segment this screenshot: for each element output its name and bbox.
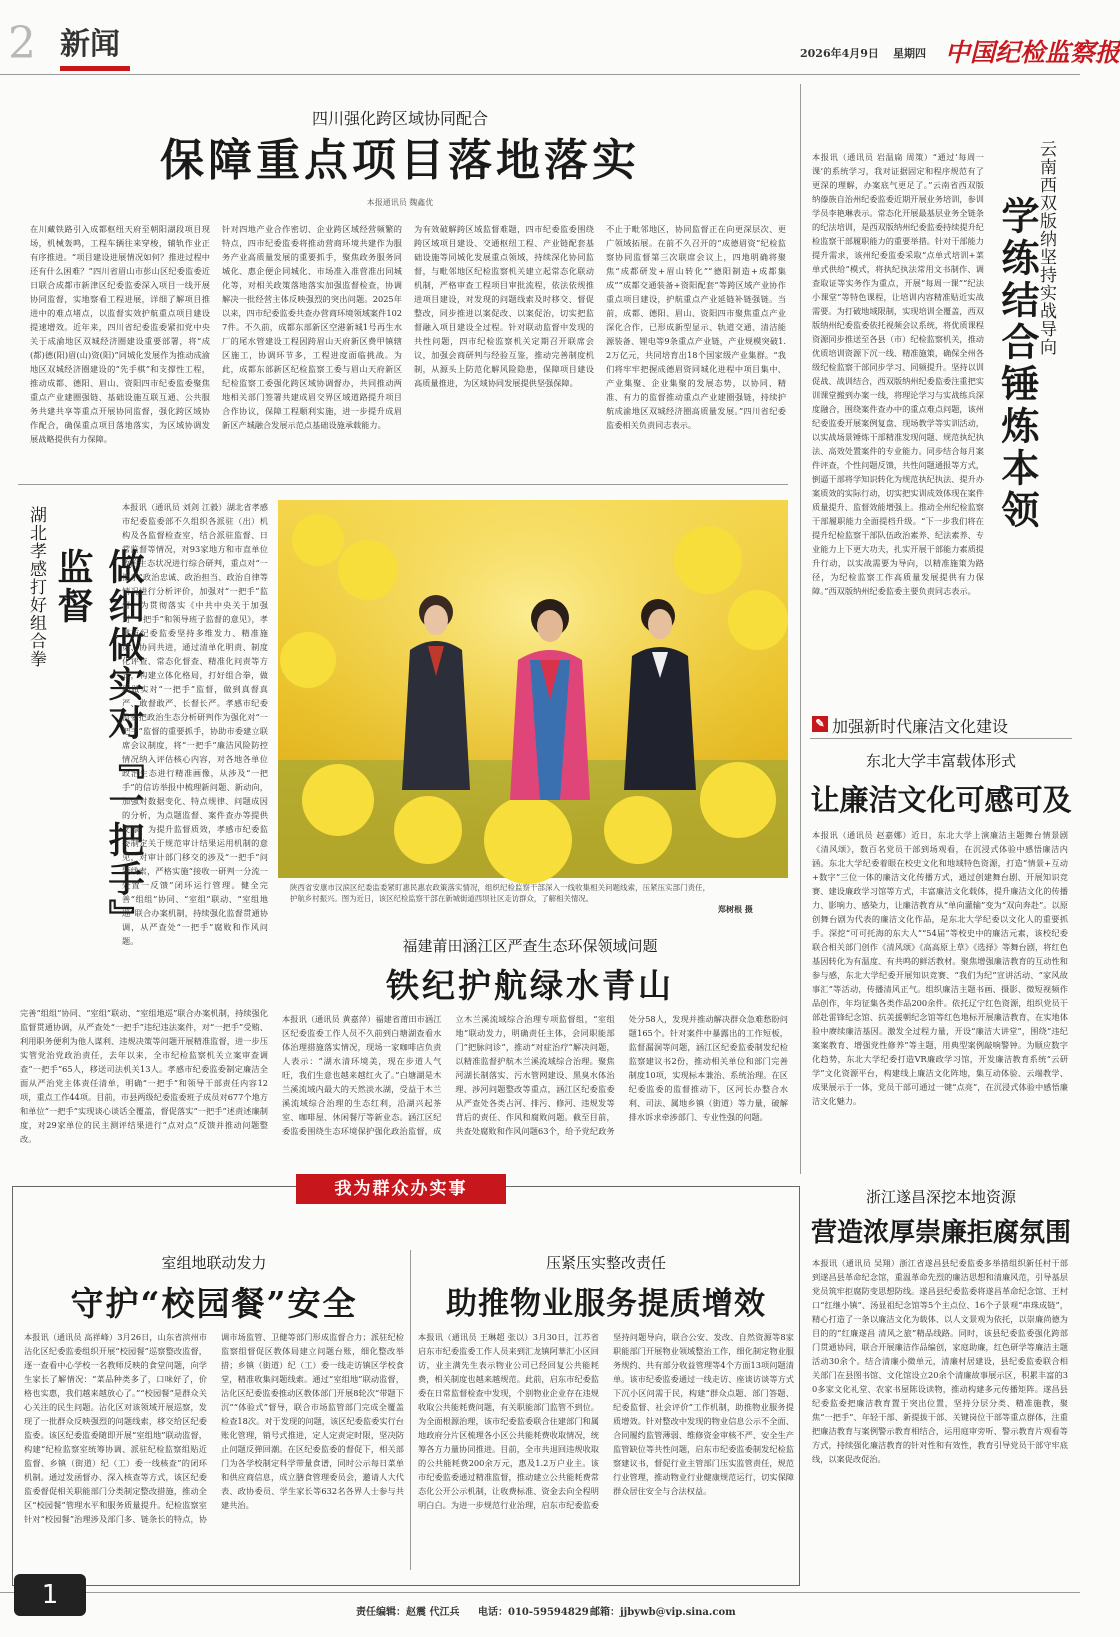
northeast-kicker: 东北大学丰富载体形式 xyxy=(865,752,1016,770)
masthead: 中国纪检监察报 xyxy=(945,38,1120,67)
northeast-headline: 让廉洁文化可感可及 xyxy=(810,783,1072,817)
photo-credit: 郑树根 摄 xyxy=(718,904,753,914)
northeast-body: 本报讯（通讯员 赵嘉娜）近日，东北大学上演廉洁主题舞台情景剧《清风颂》，数百名党员干部到场观看，在沉浸式体验中感悟廉洁内涵。东北大学纪委着眼在校史文化和地域特色资源，打造“情景+互动+数字”三位一体的廉洁文化传播方式，通过创建舞台剧、开展知识竞赛、建设廉政学习馆等方式，丰富廉洁文化载体，提升廉洁文化的传播力、影响力、感染力，让廉洁教育从“单向灌输”变为“双向奔赴”。以原创舞台剧为代表的廉洁文化作品，是东北大学纪委以文化人的重要抓手。深挖“可可托海的东大人”“54届”等校史中的廉洁元素，该校纪委联合相关部门创作《清风颂》《高高原上草》《选择》等舞台剧，将红色基因转化为有温度、有共鸣的鲜活教材。聚焦增强廉洁教育的互动性和参与感，东北大学纪委开展知识竞赛、“我们为纪”宣讲活动、“家风故事汇”等活动，传播清风正气。组织廉洁主题书画、摄影、微短视频作品创作，年均征集各类作品200余件。依托辽宁红色资源，组织党员干部赴雷锋纪念馆、抗美援朝纪念馆等红色地标开展廉洁教育，在实地体验中赓续廉洁基因。激发全过程力量，开设“廉洁大讲堂”，围绕“违纪案案教育、增强党性修养”等主题，用典型案例敲响警钟。为顺应数字化趋势，东北大学纪委打造VR廉政学习馆，开发廉洁教育系统“云研学”文化资源平台，构建线上廉洁文化阵地，集互动体验、云端教学、成果展示于一体，党员干部可通过一键“点亮”，在沉浸式体验中感悟廉洁文化魅力。 xyxy=(812,830,1068,1106)
footer-email: 邮箱：jjbywb@vip.sina.com xyxy=(590,1607,736,1618)
right-story-kicker: 云南西双版纳坚持实战导向 xyxy=(1036,140,1056,356)
zhejiang-kicker: 浙江遂昌深挖本地资源 xyxy=(865,1188,1016,1206)
lead-kicker: 四川强化跨区域协同配合 xyxy=(311,109,488,128)
fujian-kicker: 福建莆田涵江区严查生态环保领域问题 xyxy=(402,937,658,955)
lead-headline: 保障重点项目落地落实 xyxy=(160,135,640,186)
lead-column: 针对四地产业合作密切、企业跨区域经营频繁的特点，四市纪委监委将推动营商环境共建作为服务产业高质量发展的重要抓手，聚焦政务服务同城化、惠企便企同城化、市场准入准营准出同城化等，对相关政策落地落实加强监督检查，协调解决一批经营主体反映强烈的突出问题。2025年以来，四市纪委监委共查办营商环境领域案件1027件。不久前，成都东部新区空港新城1号再生水厂的尾水管建设工程因跨眉山天府新区费甲镇辖区施工，协调环节多，工程进度面临挑战。为此，成都东部新区纪检监察工委与眉山天府新区纪检监察工委强化跨区域协调督办，共同推动两地相关部门签署共建成眉交界区域道路提升项目合作协议，保障工程顺利实施，进一步提升成眉新区产城融合发展示范点基础设施承载能力。 xyxy=(222,224,402,430)
left-story-kicker: 湖北孝感打好组合拳 xyxy=(26,506,46,668)
section-name: 新闻 xyxy=(60,27,120,62)
property-headline: 助推物业服务提质增效 xyxy=(446,1286,766,1322)
header-rule xyxy=(0,74,1080,75)
property-body: 本报讯（通讯员 王琳超 张以）3月30日，江苏省启东市纪委监委工作人员来到汇龙镇阿華汇小区回访，业主满先生表示物业公司已经回复公共能耗费，相关制度也越来越规范。此前，启东市纪委监委在日常监督检查中发现，个别物业企业存在违规收取公共能耗费问题，有关职能部门监管不到位。为全面根源治理，该市纪委监委联合住建部门和属地政府分片区梳理各小区公共能耗费收取情况，统筹各方力量协同推进。目前，全市共退回违规收取的公共能耗费200余万元，惠及1.2万户业主。该市纪委监委通过精准监督，推动建立公共能耗费常态化公开公示机制，让收费标准、资金去向全程明明白白。为进一步规范行业治理，启东市纪委监委坚持问题导向，联合公安、发改、自然资源等8家职能部门开展物业领域整治工作，细化制定物业服务规约、共有部分收益管理等4个方面13项问题清单。该市纪委监委通过一线走访、座谈访谈等方式下沉小区问需于民，构建“群众点题、部门答题、纪委监督、社会评价”工作机制，助推物业服务提质增效。针对整改中发现的物业信息公示不全面、合同履约监管薄弱、维修资金审核不严、安全生产监管缺位等共性问题，启东市纪委监委制发纪检监察建议书，督促行业主管部门压实监管责任，规范行业管理，推动物业行业健康规范运行，切实保障群众居住安全与合法权益。 xyxy=(418,1332,794,1510)
lead-column: 在川藏铁路引入成都枢纽天府至朝阳湖段项目现场，机械轰鸣，工程车辆往来穿梭，辅轨作业正有序推进。“项目建设进展情况如何？推进过程中还有什么困难？”四川省眉山市彭山区纪委监委近日联合成都市新津区纪委监委深入项目一线开展协同监督，实地察看工程进展，详细了解项目推进中的难点堵点，以监督实效护航重点项目建设提速增效。近年来，四川省纪委监委紧扣党中央关于成渝地区双城经济圈建设重要部署，将“成(都)德(阳)眉(山)资(阳)”同城化发展作为推动成渝地区双城经济圈建设的“先手棋”和支撑性工程，推动成都、德阳、眉山、资阳四市纪委监委聚焦重点产业建圈强链、基础设施互联互通、公共服务共建共享等重点开展协同监督，强化跨区域协作配合，确保重点项目落地落实，为区域协调发展战略提供有力保障。 xyxy=(30,224,210,444)
header-weekday: 星期四 xyxy=(893,47,926,60)
footer-phone: 电话：010-59594829 xyxy=(478,1607,589,1618)
left-story-headline: 做细做实对『一把手』监督 xyxy=(52,548,145,938)
photo-caption: 陕西省安康市汉滨区纪委监委紧盯惠民惠农政策落实情况，组织纪检监察干部深入一线收集相关问题线索，压紧压实部门责任，护航乡村振兴。图为近日，该区纪检监察干部在新城街道西坝社区走访群众，了解相关情况。 xyxy=(290,883,710,903)
right-story-headline: 学练结合锤炼本领 xyxy=(995,196,1040,532)
rapeseed-field-photo xyxy=(278,500,788,878)
left-story-continuation: 完善“组组”协同、“室组”联动、“室组地巡”联合办案机制，持续强化监督贯通协调，从严查处“一把手”违纪违法案件，对“一把手”受贿、利用职务便利为他人谋利、违规决策等问题开展精准监督，进一步压实管党治党政治责任，去年以来，全市纪检监察机关立案审查调查“一把手”65人，移送司法机关13人。孝感市纪委监委制定廉洁全面从严治党主体责任清单，明确“一把手”和领导干部责任内容12项，重点工作44项。目前，市县两级纪委监委班子成员对677个地方和单位“一把手”实现谈心谈话全覆盖，督促落实“一把手”述责述廉制度，对29家单位的民主测评结果进行“点对点”反馈并推动问题整改。 xyxy=(20,1008,268,1144)
divider xyxy=(800,84,801,1174)
lead-column: 为有效破解跨区域监督难题，四市纪委监委围绕跨区域项目建设、交通枢纽工程、产业链配套基础设施等同城化发展重点领域，持续深化协同监督，与毗邻地区纪检监察机关建立起常态化联动机制，严格审查工程项目审批流程，依法依规推进项目建设，对发现的问题线索及时移交、督促整改，同步推进以案促改、以案促治，切实把监督融入项目建设全过程。针对联动监督中发现的共性问题，四市纪检监察机关定期召开联席会议，加强会商研判与经验互鉴，推动完善制度机制，从源头上防范化解风险隐患，保障项目建设高质量推进，为区域协同发展提供坚强保障。 xyxy=(414,224,594,388)
fujian-body: 本报讯（通讯员 黄嘉萍）福建省莆田市涵江区纪委监委工作人员不久前到白塘湖查看水体治理措施落实情况，现场一家咖啡店负责人表示：“湖水清环境美，现在步道人气旺，我们生意也越来越红火了。”白塘湖是木兰溪流域内最大的天然淡水湖，受益于木兰溪流域综合治理的生态红利，沿湖兴起茶室、咖啡屋、休闲餐厅等新业态。涵江区纪委监委围绕生态环境保护强化政治监督，成立木兰溪流域综合治理专项监督组，“室组地”联动发力，明确责任主体，会同职能部门“把脉问诊”，推动“对症治疗”解决问题，以精准监督护航木兰溪流域综合治理。聚焦河湖长制落实、污水管网建设、黑臭水体治理、涉河问题整改等重点，涵江区纪委监委从严查处各类占河、排污、修河、违规发等背后的责任、作风和腐败问题。截至目前，共查处腐败和作风问题63个，给予党纪政务处分58人，发现并推动解决群众急难愁盼问题165个。针对案件中暴露出的工作短板，监督漏洞等问题，涵江区纪委监委制发纪检监察建议书2份，推动相关单位和部门完善制度10项，实现标本兼治、系统治理。在区纪委监委的监督推动下，区河长办整合水利、司法、属地乡镇（街道）等力量，破解排水诉求牵涉部门、专业性强的问题。 xyxy=(282,1014,788,1136)
news-photo xyxy=(278,500,788,878)
divider xyxy=(18,484,788,485)
school-kicker: 室组地联动发力 xyxy=(161,1254,267,1272)
fujian-headline: 铁纪护航绿水青山 xyxy=(386,966,674,1005)
section-label: 加强新时代廉洁文化建设 xyxy=(832,717,1009,736)
section-underline xyxy=(60,66,130,71)
footer-editor: 责任编辑：赵震 代江兵 xyxy=(356,1607,460,1618)
header-date: 2026年4月9日 xyxy=(800,47,879,60)
zhejiang-headline: 营造浓厚崇廉拒腐氛围 xyxy=(810,1218,1071,1248)
lead-column: 不止于毗邻地区，协同监督正在向更深层次、更广领域拓展。在前不久召开的“成德眉资”纪检监察协同监督第三次联席会议上，四地明确将聚焦“成都研发+眉山转化”“德阳制造+成都集成”“成都交通装备+资阳配套”等跨区域产业协作重点项目建设，护航重点产业延链补链强链。当前，成都、德阳、眉山、资阳四市聚焦重点产业深化合作，已形成新型显示、轨道交通、清洁能源装备、锂电等9条重点产业链，产业规模突破1.2万亿元，共同培育出18个国家级产业集群。“我们将牢牢把握成德眉资同城化进程中项目集中、产业集聚、企业集聚的发展态势，以协同、精准、有力的监督推动重点产业建圈强链，持续护航成渝地区双城经济圈高质量发展。”四川省纪委监委相关负责同志表示。 xyxy=(606,224,786,430)
page-indicator-badge[interactable]: 1 xyxy=(14,1574,86,1616)
right-story-body: 本报讯（通讯员 岩温扁 周策）“通过‘每周一课’的系统学习，我对证据固定和程序规范有了更深的理解，办案底气更足了。”云南省西双版纳傣族自治州纪委监委近期开展业务培训，参训学员李艳琳表示。常态化开展最基层业务全链条的纪法培训，是西双版纳州纪委监委持续提升纪检监察干部履职能力的重要举措。针对干部能力提升需求，该州纪委监委采取“点单式培训+菜单式供给”模式，将执纪执法常用文书制作、调查取证等实务作为重点，开展“每周一课”“纪法小课堂”等特色课程，让培训内容精准贴近实战需要。为打破地域限制，实现培训全覆盖，西双版纳州纪委监委依托视频会议系统，将优质课程资源同步推送至各县（市）纪检监察机关，推动优质培训资源下沉一线、精准施策，确保全州各级纪检监察干部同步学习、同频提升。坚持以训促战、战训结合，西双版纳州纪委监委注重把实训课堂搬到办案一线，将理论学习与实战练兵深度融合，围绕案件查办中的重点难点问题，该州纪委监委开展案例复盘、现场教学等实训活动，以实战场景锤炼干部精准发现问题、规范执纪执法、高效处置案件的专业能力。同步结合每月案件评查，个性问题反馈，共性问题通报等方式，倒逼干部将学知识转化为规范执纪执法、提升办案质效的实际行动，切实把实训成效体现在案件质量提升、监督效能增强上。推动全州纪检监察干部履职能力全面提档升级。“下一步我们将在提升纪检监察干部队伍政治素养、纪法素养、专业能力上下更大功夫，扎实开展干部能力素质提升行动，以实战需要为导向，以精准施策为路径，为纪检监察工作高质量发展提供有力保障。”西双版纳州纪委监委主要负责同志表示。 xyxy=(812,152,984,596)
divider xyxy=(410,1250,411,1570)
school-headline: 守护“校园餐”安全 xyxy=(70,1284,358,1323)
property-kicker: 压紧压实整改责任 xyxy=(545,1254,666,1272)
footer-rule xyxy=(0,1592,1080,1593)
lead-byline: 本报通讯员 魏鑫优 xyxy=(366,198,434,207)
left-story-body: 本报讯（通讯员 刘剑 江毅）湖北省孝感市纪委监委部不久组织各派驻（出）机构及各监督检查室，结合派驻监督、日常监督等情况，对93家地方和市直单位政治生态状况进行综合研判，重点对“一把手”政治忠诚、政治担当、政治自律等情况进行分析评价，加强对“一把手”监督。为贯彻落实《中共中央关于加强对“一把手”和领导班子监督的意见》，孝感市纪委监委坚持多维发力、精准施策、协同共进，通过清单化明责、制度化评查、常态化督查、精准化问责等方式，构建立体化格局，打好组合拳，做细做实对“一把手”监督，做到真督真严、敢督敢严、长督长严。孝感市纪委监委把政治生态分析研判作为强化对“一把手”监督的重要抓手，协助市委建立联席会议制度，将“一把手”廉洁风险防控情况纳入评估核心内容，对各地各单位政治生态进行精准画像，从涉及“一把手”的信访举报中梳理新问题、新动向，加强对数据变化、特点规律、问题成因的分析，为点题监督、案件查办等提供支撑。为提升监督质效，孝感市纪委监委制定关于规范审计结果运用机制的意见，对审计部门移交的涉及“一把手”问题线索，严格实施“接收一研判一分流一处置一反馈”闭环运行管理。健全完善“组组”协同、“室组”联动、“室组地巡”联合办案机制，持续强化监督贯通协调，从严查处“一把手”腐败和作风问题。 xyxy=(122,502,268,946)
divider xyxy=(810,738,1072,739)
zhejiang-body: 本报讯（通讯员 吴翔）浙江省遂昌县纪委监委多举措组织新任村干部到遂昌县革命纪念馆，重温革命先烈的廉洁思想和清廉风范，引导基层党员筑牢拒腐防变思想防线。遂昌县纪委监委将遂昌革命纪念馆、王村口“红继小镇”、汤显祖纪念馆等5个主点位、16个子景观“串珠成链”，精心打造了一条以廉洁文化为载体、以人文景观为依托，以崇廉尚德为目的的“红廉遂昌 清风之旅”精品线路。同时，该县纪委监委强化跨部门贯通协同，联合开展廉洁作品编创，家庭助廉，红色研学等廉洁主题活动30余个。结合清廉小微单元，清廉村居建设，县纪委监委联合相关部门在县图书馆、文化馆设立20余个清廉故事展示区，积累丰富的30多家文化礼堂、农家书屋陈设读物，推动构建多元传播矩阵。遂昌县纪委监委把廉洁教育置于突出位置，坚持分层分类、精准施教，聚焦“一把手”、年轻干部、新提拔干部、关键岗位干部等重点群体，注重把廉洁教育与案例警示教育相结合，运用庭审旁听、警示教育片观看等方式，持续强化廉洁教育的针对性和有效性，教育引导党员干部守牢底线，以案促改促治。 xyxy=(812,1258,1068,1464)
banner-label: 我为群众办实事 xyxy=(296,1174,506,1204)
page-number: 2 xyxy=(8,18,36,69)
section-label-icon: ✎ xyxy=(812,716,828,732)
school-body: 本报讯（通讯员 高祥峰）3月26日，山东省滨州市沾化区纪委监委组织开展“校园餐”巡察整改监督，逐一查看中心学校一名教师反映的食堂问题，向学生家长了解情况：“菜品种类多了，口味好了，价格也实惠，我们越来越放心了。”“校园餐”是群众关心关注的民生问题。沾化区对该领域开展巡察，发现了一批群众反映强烈的问题线索，移交给区纪委监委。该区纪委监委随即开展“室组地”联动监督，构建“纪检监察室统筹协调、派驻纪检监察组贴近监督、乡镇（街道）纪（工）委一线核查”的闭环机制。通过发函督办、深入核查等方式，该区纪委监委督促相关职能部门分类制定整改措施，推动全区“校园餐”管理水平和服务质量提升。纪检监察室针对“校园餐”治理涉及部门多、链条长的特点，协调市场监管、卫健等部门形成监督合力；派驻纪检监察组督促区教体局建立问题台账，细化整改举措；乡镇（街道）纪（工）委一线走访镇区学校食堂，精准收集问题线索。通过“室组地”联动监督，沾化区纪委监委推动区教体部门开展8轮次“带题下沉”“体验式”督导，联合市场监管部门完成全覆盖检查18次。对于发现的问题，该区纪委监委实行台账化管理，销号式推进，定人定责定时限，坚决防止问题反弹回潮。在区纪委监委的督促下，相关部门为各学校制定科学带量食谱，同时公示每日菜单和供应商信息，成立膳食管理委员会，邀请人大代表、政协委员、学生家长等632名各界人士参与共建共治。 xyxy=(24,1332,404,1524)
